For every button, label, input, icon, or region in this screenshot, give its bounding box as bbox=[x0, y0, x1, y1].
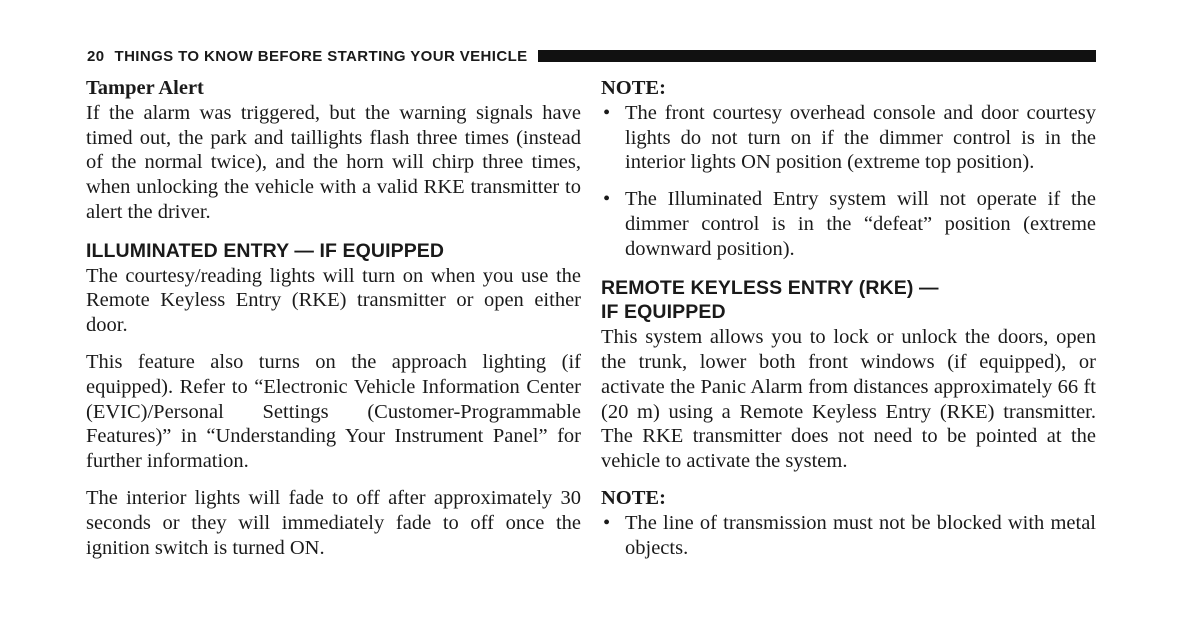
page-number: 20 bbox=[87, 47, 105, 65]
header-rule bbox=[538, 50, 1096, 62]
running-title: THINGS TO KNOW BEFORE STARTING YOUR VEHICLE bbox=[114, 47, 528, 65]
tamper-alert-heading: Tamper Alert bbox=[86, 77, 204, 99]
left-column bbox=[86, 76, 581, 560]
rke-heading-line-2: IF EQUIPPED bbox=[601, 301, 726, 324]
illuminated-entry-paragraph-1: The courtesy/reading lights will turn on when you use the Remote Keyless Entry (RKE) transmitter or open either door. bbox=[86, 264, 581, 337]
note-label-2: NOTE: bbox=[601, 486, 666, 509]
note-2-bullet-1: • The line of transmission must not be blocked with metal objects. bbox=[601, 511, 1096, 561]
illuminated-entry-paragraph-3: The interior lights will fade to off after approximately 30 seconds or they will immediately fade to off once the ignition switch is turned ON. bbox=[86, 486, 581, 559]
note-1-bullet-1: • The front courtesy overhead console and door courtesy lights do not turn on if the dimmer control is in the interior lights ON position (extreme top position). bbox=[601, 101, 1096, 175]
note-list-1 bbox=[601, 101, 1096, 262]
note-label-1: NOTE: bbox=[601, 77, 666, 99]
note-1-bullet-2: • The Illuminated Entry system will not operate if the dimmer control is in the “defeat” position (extreme downward position). bbox=[601, 187, 1096, 261]
illuminated-entry-heading: ILLUMINATED ENTRY — IF EQUIPPED bbox=[86, 239, 445, 262]
tamper-alert-text: If the alarm was triggered, but the warning signals have timed out, the park and taillights flash three times (instead of the normal twice), and the horn will chirp three times, when unlocking the vehicle with a valid RKE transmitter to alert the driver. bbox=[86, 101, 581, 223]
right-column bbox=[601, 76, 1096, 560]
rke-heading-line-1: REMOTE KEYLESS ENTRY (RKE) — bbox=[601, 276, 939, 299]
illuminated-entry-paragraph-2: This feature also turns on the approach lighting (if equipped). Refer to “Electronic Vehicle Information Center (EVIC)/Personal Settings (Customer-Programmable Features)” in “Understanding Your Instrument Panel” for further information. bbox=[86, 350, 581, 473]
rke-heading bbox=[601, 276, 1096, 326]
page-header bbox=[87, 46, 1096, 66]
running-header bbox=[87, 48, 528, 65]
rke-description: This system allows you to lock or unlock the doors, open the trunk, lower both front windows (if equipped), or activate the Panic Alarm from distances approximately 66 ft (20 m) using a Remote Keyless Entry (RKE) transmitter. The RKE transmitter does not need to be pointed at the vehicle to activate the system. bbox=[601, 326, 1096, 473]
note-list-2 bbox=[601, 511, 1096, 561]
